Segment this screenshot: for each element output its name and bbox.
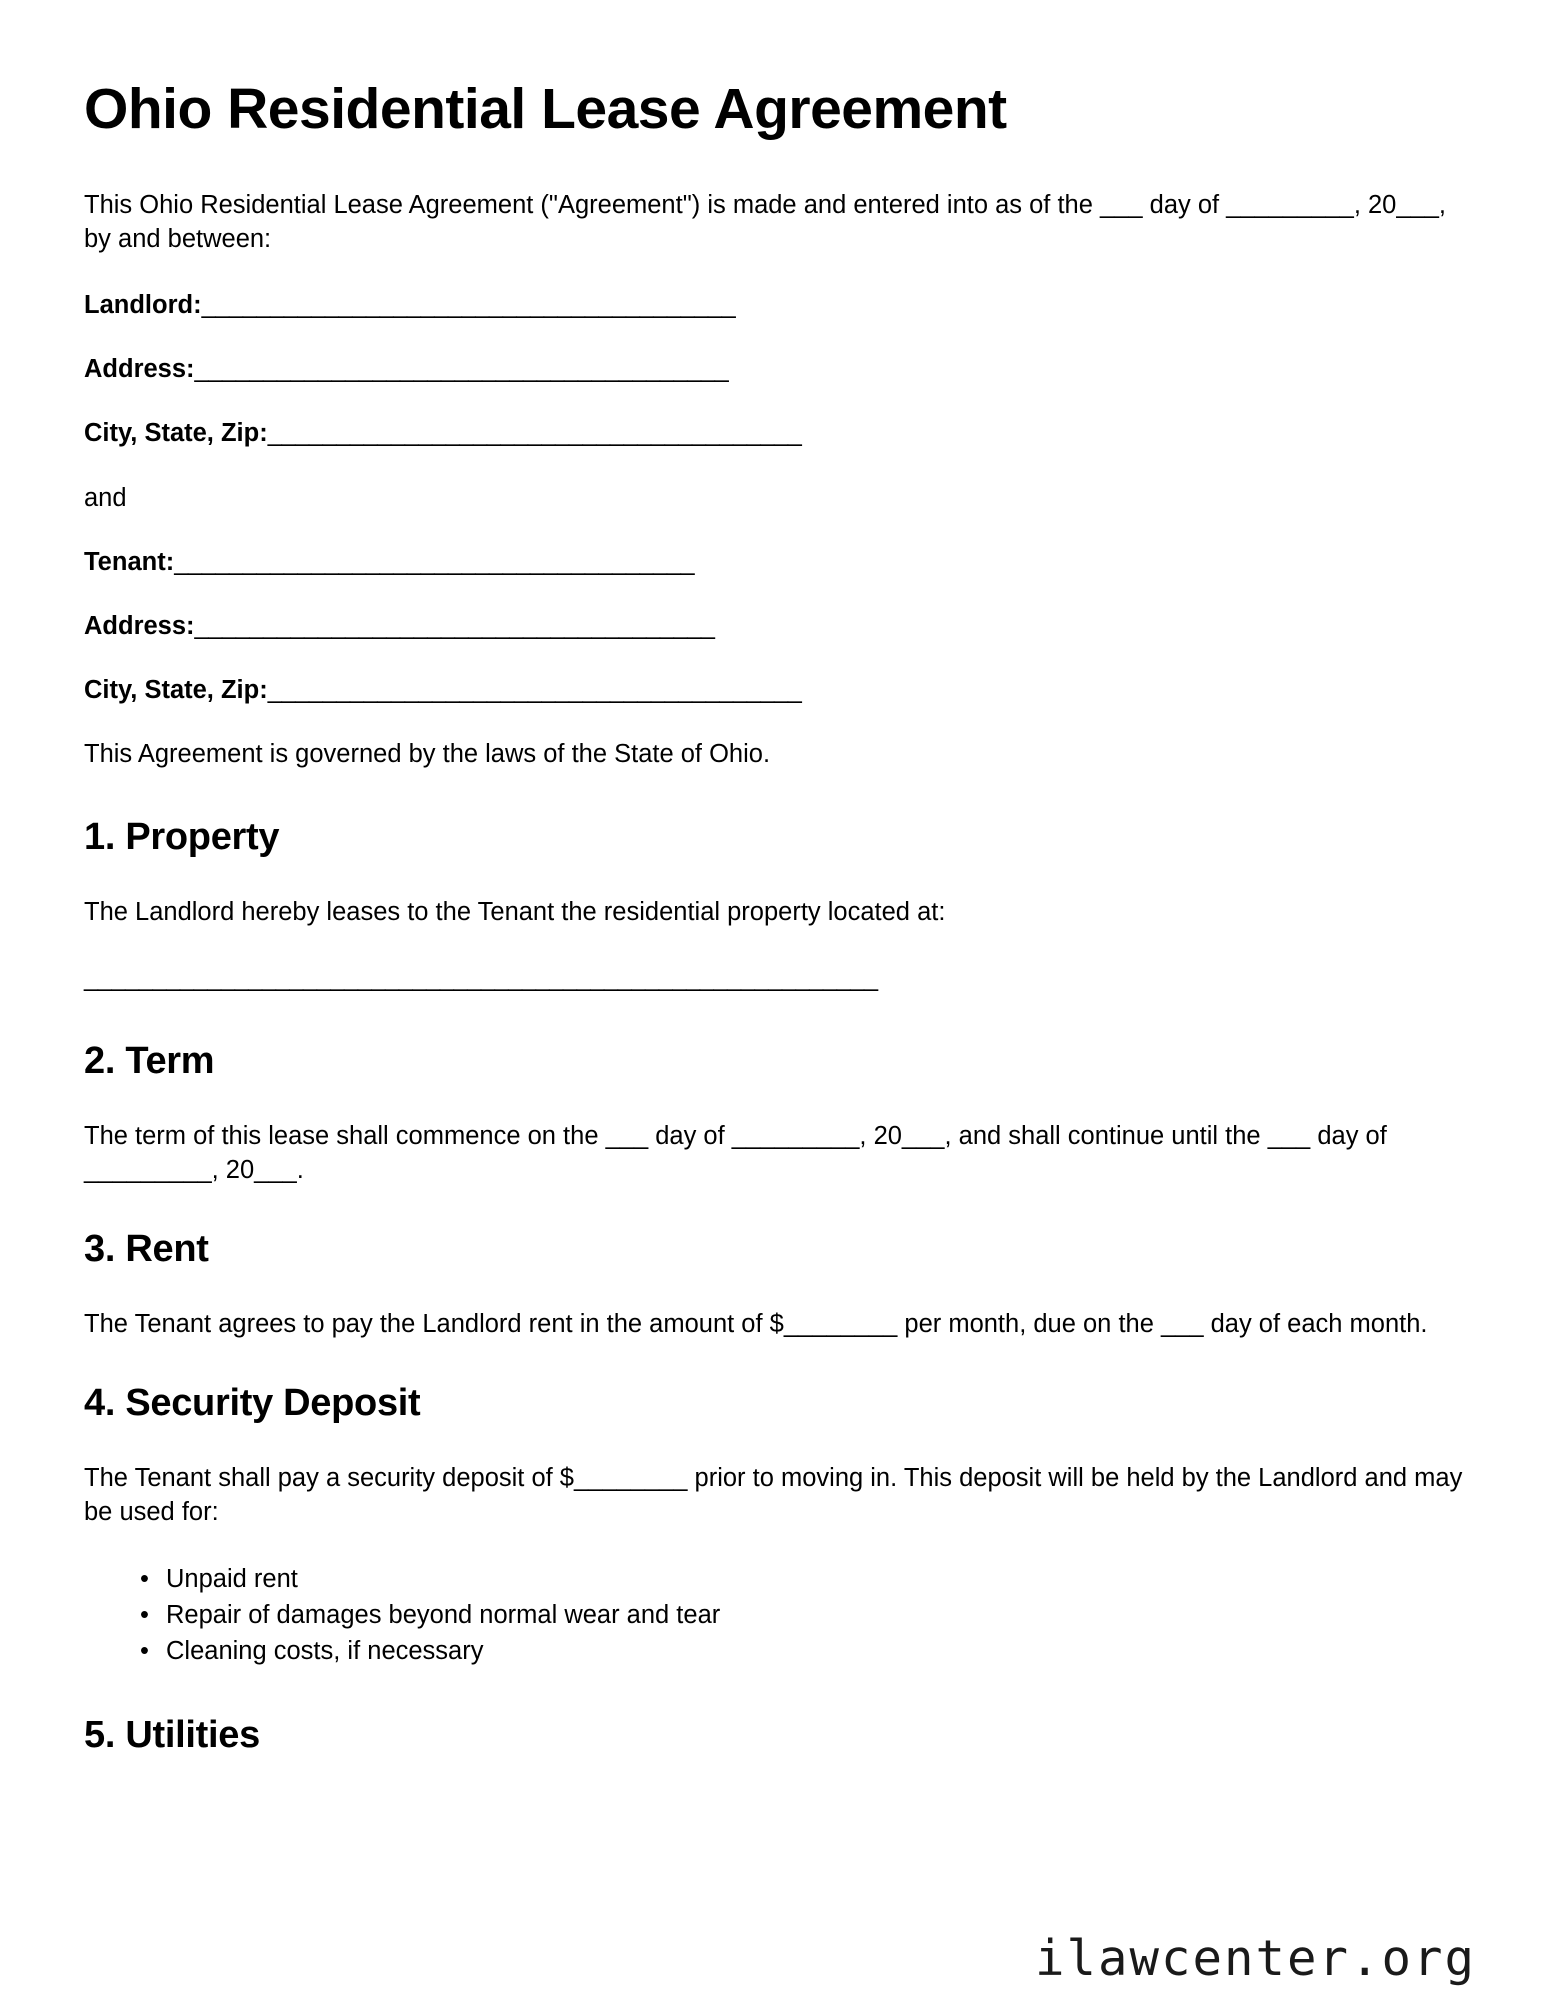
tenant-city-state-zip-blank[interactable]: _______________________________________ [267, 676, 802, 705]
tenant-address-field [84, 609, 1470, 643]
landlord-address-label: Address: [84, 355, 195, 384]
section-heading-utilities: 5. Utilities [84, 1714, 260, 1757]
section-body-security-deposit: The Tenant shall pay a security deposit of $________ prior to moving in. This deposit will be held by the Landlord and may be used for: [84, 1463, 1463, 1526]
page-title: Ohio Residential Lease Agreement [84, 77, 1007, 141]
site-watermark: ilawcenter.org [1034, 1930, 1476, 1987]
list-item: • Cleaning costs, if necessary [140, 1633, 1470, 1669]
section-body-term: The term of this lease shall commence on the ___ day of _________, 20___, and shall continue until the ___ day of _________, 20___. [84, 1121, 1387, 1185]
landlord-city-state-zip-blank[interactable]: _______________________________________ [267, 419, 802, 448]
landlord-label: Landlord: [84, 291, 202, 320]
and-connector: and [84, 483, 127, 512]
section-heading-property: 1. Property [84, 816, 280, 859]
section-body-property: The Landlord hereby leases to the Tenant the residential property located at: [84, 897, 946, 926]
property-address-blank[interactable]: __________________________________________________________ [84, 964, 878, 993]
section-body-rent: The Tenant agrees to pay the Landlord rent in the amount of $________ per month, due on the ___ day of each month. [84, 1309, 1428, 1338]
section-heading-rent: 3. Rent [84, 1228, 209, 1271]
tenant-city-state-zip-label: City, State, Zip: [84, 676, 268, 705]
landlord-field [84, 288, 1470, 322]
tenant-field [84, 545, 1470, 579]
tenant-blank[interactable]: ______________________________________ [174, 547, 695, 576]
landlord-address-field [84, 352, 1470, 386]
list-item: • Unpaid rent [140, 1561, 1470, 1597]
governing-law-paragraph: This Agreement is governed by the laws of the State of Ohio. [84, 740, 771, 769]
tenant-city-state-zip-field [84, 673, 1470, 707]
landlord-address-blank[interactable]: _______________________________________ [194, 355, 729, 384]
landlord-city-state-zip-field [84, 416, 1470, 450]
tenant-address-blank[interactable]: ______________________________________ [194, 611, 715, 640]
landlord-city-state-zip-label: City, State, Zip: [84, 419, 268, 448]
tenant-address-label: Address: [84, 611, 195, 640]
tenant-label: Tenant: [84, 547, 175, 576]
section-heading-security-deposit: 4. Security Deposit [84, 1381, 421, 1424]
section-heading-term: 2. Term [84, 1040, 215, 1083]
landlord-blank[interactable]: _______________________________________ [201, 291, 736, 320]
intro-paragraph: This Ohio Residential Lease Agreement ("Agreement") is made and entered into as of the ___ day of _________, 20___, by and between: [84, 190, 1446, 253]
security-deposit-uses-list [84, 1561, 1470, 1670]
list-item: • Repair of damages beyond normal wear and tear [140, 1597, 1470, 1633]
